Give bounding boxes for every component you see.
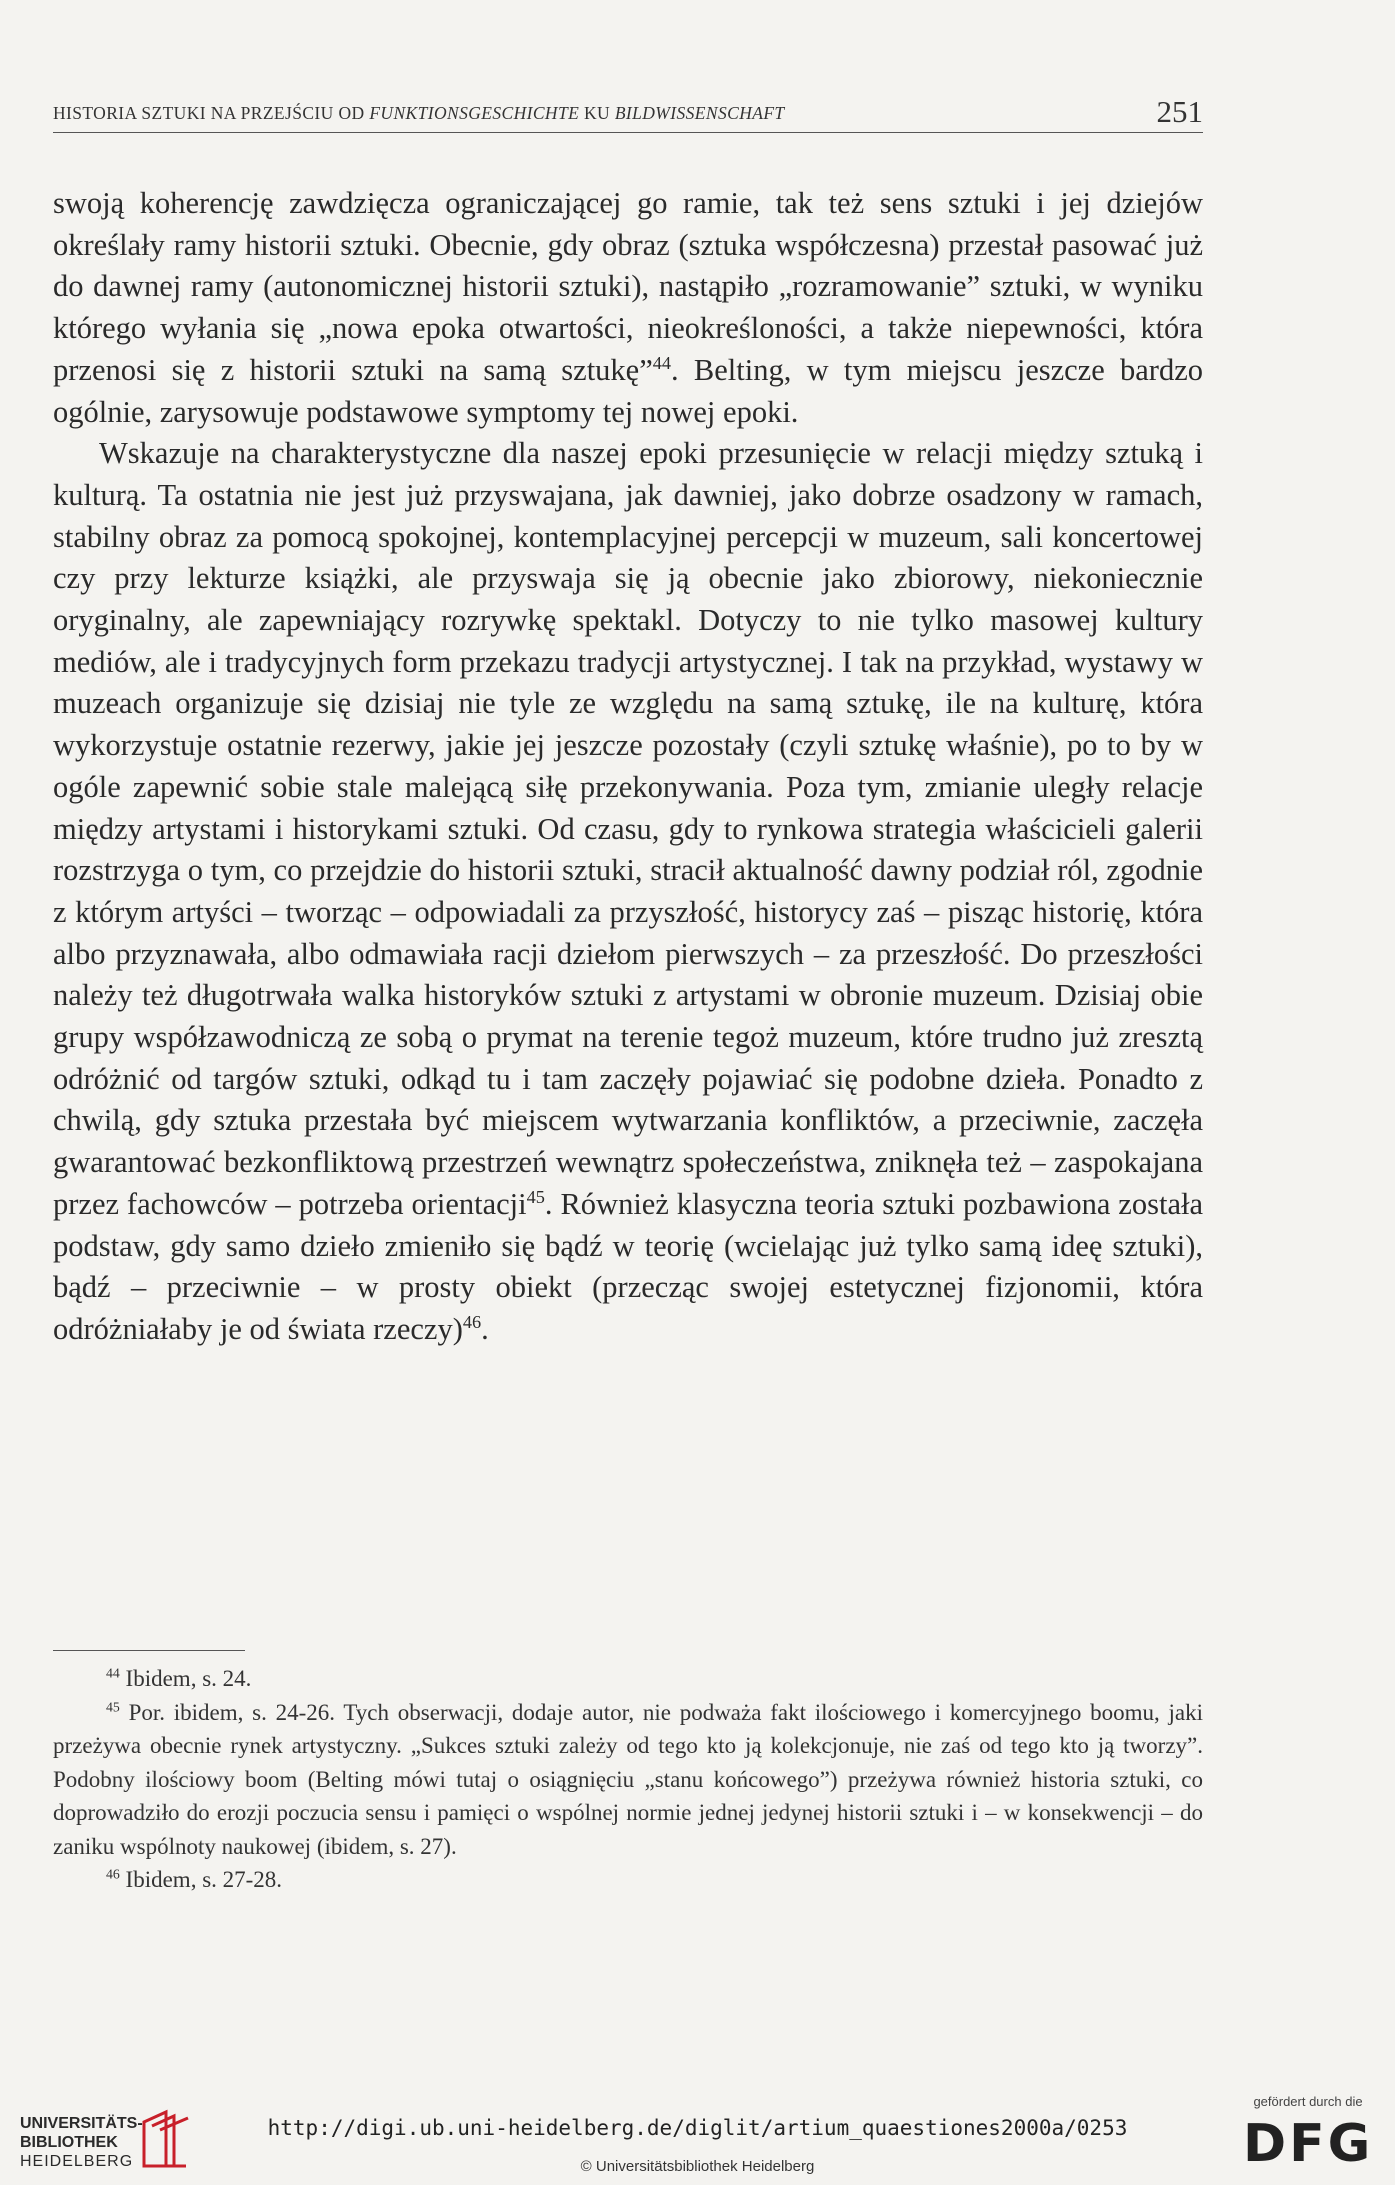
page-header (53, 92, 1203, 133)
footnote (53, 1696, 1203, 1864)
footnote-text: Por. ibidem, s. 24-26. Tych obserwacji, dodaje autor, nie podważa fakt ilościowego i komercyjnego boomu, jaki przeżywa obecnie rynek artystyczny. „Sukces sztuki zależy od tego kto ją kolekcjonuje, nie zaś od tego kto ją tworzy”. Podobny ilościowy boom (Belting mówi tutaj o osiągnięciu „stanu końcowego”) przeżywa również historia sztuki, co doprowadziło do erozji poczucia sensu i pamięci o wspólnej normie jednej jedynej historii sztuki i – w konsekwencji – do zaniku wspólnoty naukowej (ibidem, s. 27). (53, 1699, 1204, 1859)
digitization-footer (0, 2080, 1395, 2185)
footnote-divider (53, 1650, 245, 1651)
dfg-logo: DFG (1243, 2114, 1374, 2174)
footnote-ref[interactable]: 45 (526, 1186, 545, 1207)
footnote-ref[interactable]: 44 (652, 352, 672, 373)
footnote (53, 1863, 1203, 1897)
footnote-text: Ibidem, s. 24. (125, 1666, 252, 1691)
footnote-number: 44 (106, 1665, 120, 1681)
footnote (53, 1662, 1203, 1696)
text-run: . (481, 1311, 489, 1346)
library-name-line: HEIDELBERG (20, 2153, 134, 2170)
footnotes (53, 1662, 1203, 1897)
running-head-italic: BILDWISSENSCHAFT (614, 103, 785, 123)
body-text (53, 183, 1203, 1351)
footnote-number: 46 (106, 1866, 120, 1882)
page-number: 251 (1156, 94, 1203, 129)
footnote-ref[interactable]: 46 (462, 1311, 482, 1332)
running-head-part: KU (579, 103, 615, 123)
permalink[interactable]: http://digi.ub.uni-heidelberg.de/diglit/artium_quaestiones2000a/0253 (267, 2116, 1128, 2140)
paragraph (53, 433, 1203, 1350)
funding-label: gefördert durch die (1253, 2094, 1363, 2109)
running-head (53, 103, 785, 124)
running-head-part: HISTORIA SZTUKI NA PRZEJŚCIU OD (53, 103, 370, 123)
library-name-line: BIBLIOTHEK (20, 2134, 118, 2151)
paragraph (53, 183, 1203, 433)
text-run: Wskazuje na charakterystyczne dla naszej epoki przesunięcie w relacji między sztuką i kulturą. Ta ostatnia nie jest już przyswajana, jak dawniej, jako dobrze osadzony w ramach, stabilny obraz za pomocą spokojnej, kontemplacyjnej percepcji w muzeum, sali koncertowej czy przy lekturze książki, ale przyswaja się ją obecnie jako zbiorowy, niekoniecznie oryginalny, ale zapewniający rozrywkę spektakl. Dotyczy to nie tylko masowej kultury mediów, ale i tradycyjnych form przekazu tradycji artystycznej. I tak na przykład, wystawy w muzeach organizuje się dzisiaj nie tyle ze względu na samą sztukę, ile na kulturę, która wykorzystuje ostatnie rezerwy, jakie jej jeszcze pozostały (czyli sztukę właśnie), po to by w ogóle zapewnić sobie stale malejącą siłę przekonywania. Poza tym, zmianie uległy relacje między artystami i historykami sztuki. Od czasu, gdy to rynkowa strategia właścicieli galerii rozstrzyga o tym, co przejdzie do historii sztuki, stracił aktualność dawny podział ról, zgodnie z którym artyści – tworząc – odpowiadali za przyszłość, historycy zaś – pisząc historię, która albo przyznawała, albo odmawiała racji dziełom pierwszych – za przeszłość. Do przeszłości należy też długotrwała walka historyków sztuki z artystami w obronie muzeum. Dzisiaj obie grupy współzawodniczą ze sobą o prymat na terenie tegoż muzeum, które trudno już zresztą odróżnić od targów sztuki, odkąd tu i tam zaczęły pojawiać się podobne dzieła. Ponadto z chwilą, gdy sztuka przestała być miejscem wytwarzania konfliktów, a przeciwnie, zaczęła gwarantować bezkonfliktową przestrzeń wewnątrz społeczeństwa, zniknęła też – zaspokajana przez fachowców – potrzeba orientacji (53, 436, 1203, 1221)
text-run: swoją koherencję zawdzięcza ograniczającej go ramie, tak też sens sztuki i jej dziejów określały ramy historii sztuki. Obecnie, gdy obraz (sztuka współczesna) przestał pasować już do dawnej ramy (autonomicznej historii sztuki), nastąpiło „rozramowanie” sztuki, w wyniku którego wyłania się „nowa epoka otwartości, nieokreśloności, a także niepewności, która przenosi się z historii sztuki na samą sztukę” (53, 186, 1203, 387)
footnote-number: 45 (106, 1698, 120, 1714)
copyright-notice: © Universitätsbibliothek Heidelberg (580, 2158, 815, 2175)
text-run: . Również klasyczna teoria sztuki pozbawiona została podstaw, gdy samo dzieło zmieniło się bądź w teorię (wcielając już tylko samą ideę sztuki), bądź – przeciwnie – w prosty obiekt (przecząc swojej estetycznej fizjonomii, która odróżniałaby je od świata rzeczy) (53, 1186, 1203, 1346)
footnote-text: Ibidem, s. 27-28. (125, 1867, 283, 1892)
library-name-line: UNIVERSITÄTS- (20, 2115, 143, 2132)
text-run: . Belting, w tym miejscu jeszcze bardzo ogólnie, zarysowuje podstawowe symptomy tej nowej epoki. (53, 352, 1203, 429)
running-head-italic: FUNKTIONSGESCHICHTE (369, 103, 580, 123)
